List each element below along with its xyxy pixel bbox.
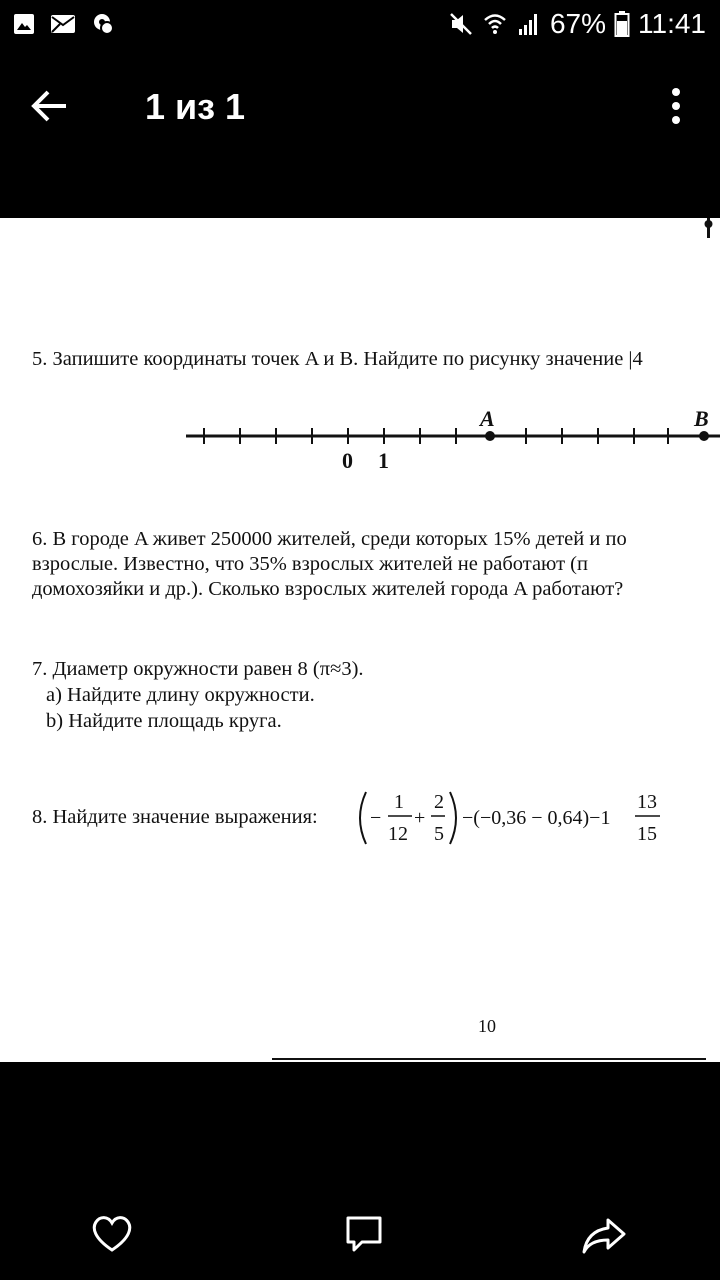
fraction-2-numerator: 2 [434, 791, 444, 813]
fraction-3-denominator: 15 [637, 823, 657, 845]
battery-percent: 67% [549, 8, 606, 39]
point-b [699, 431, 709, 441]
gallery-icon [12, 12, 36, 36]
task-7-text: 7. Диаметр окружности равен 8 (π≈3). [32, 658, 364, 680]
task-8-expression [352, 786, 672, 850]
back-arrow-icon[interactable] [28, 84, 72, 128]
viewer-header [0, 50, 720, 218]
email-icon [50, 13, 76, 35]
task-6-line-1: 6. В городе A живет 250000 жителей, среди которых 15% детей и по [32, 528, 627, 550]
signal-icon [516, 11, 542, 37]
svg-text:−: − [370, 807, 382, 829]
svg-text:+: + [414, 807, 426, 829]
task-6-line-2: взрослые. Известно, что 35% взрослых жителей не работают (п [32, 553, 588, 575]
task-7a-text: a) Найдите длину окружности. [46, 684, 315, 706]
wifi-icon [482, 11, 508, 37]
number-line [0, 398, 720, 478]
footer-divider [272, 1058, 706, 1060]
fraction-1-numerator: 1 [394, 791, 404, 813]
task-7b-text: b) Найдите площадь круга. [46, 710, 282, 732]
tick-label-zero: 0 [342, 448, 353, 473]
mute-icon [448, 11, 474, 37]
share-icon[interactable] [580, 1210, 628, 1258]
task-5-text: 5. Запишите координаты точек A и B. Найдите по рисунку значение |4 [32, 348, 643, 370]
bottom-action-bar [0, 1062, 720, 1280]
point-a [485, 431, 495, 441]
task-8-text: 8. Найдите значение выражения: [32, 806, 318, 828]
document-page[interactable] [0, 218, 720, 1062]
task-6-line-3: домохозяйки и др.). Сколько взрослых жителей города A работают? [32, 578, 624, 600]
tick-label-one: 1 [378, 448, 389, 473]
page-number: 10 [478, 1016, 496, 1036]
edge-mark [702, 218, 716, 242]
fraction-1-denominator: 12 [388, 823, 408, 845]
label-point-b: B [694, 406, 709, 431]
page-counter-title: 1 из 1 [145, 86, 246, 127]
fraction-2-denominator: 5 [434, 823, 444, 845]
weather-icon [90, 12, 116, 36]
fraction-3-numerator: 13 [637, 791, 657, 813]
heart-icon[interactable] [88, 1210, 136, 1258]
expression-middle: −(−0,36 − 0,64)−1 [462, 807, 611, 829]
more-options-icon[interactable] [664, 84, 688, 128]
status-bar [0, 0, 720, 50]
clock: 11:41 [638, 8, 706, 39]
battery-icon [614, 10, 630, 38]
comment-icon[interactable] [340, 1210, 388, 1258]
label-point-a: A [480, 406, 495, 431]
